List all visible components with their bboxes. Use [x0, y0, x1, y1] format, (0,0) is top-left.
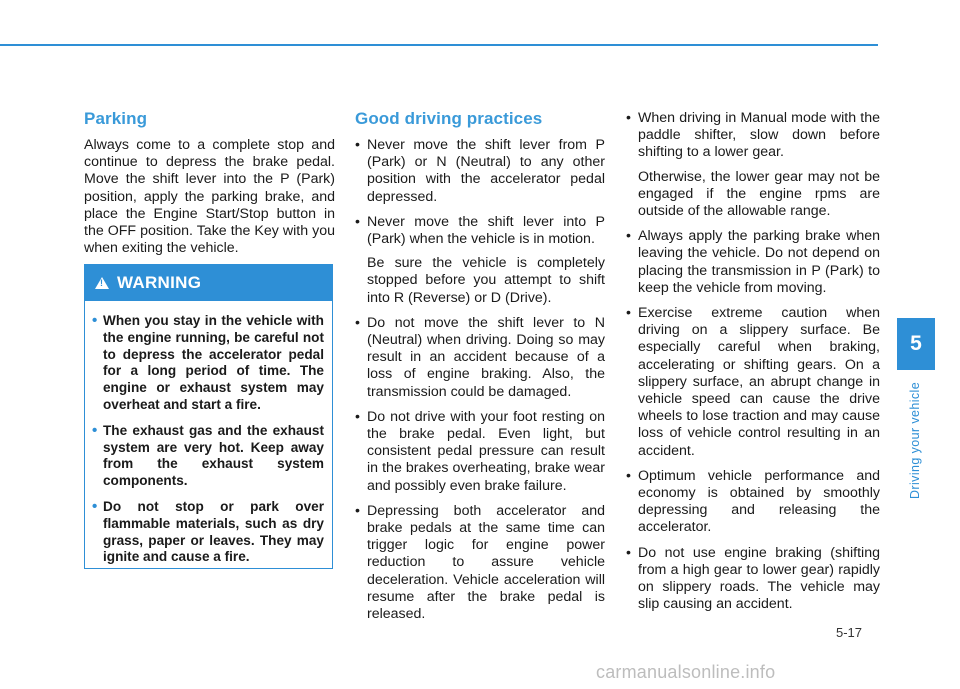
list-item: [355, 214, 605, 307]
warning-item: • The exhaust gas and the exhaust system are very hot. Keep away from the exhaust system components.: [103, 423, 324, 490]
column-good-driving: [355, 108, 605, 631]
item-text: • Do not use engine braking (shifting from a high gear to lower gear) rapidly on slippery roads. The vehicle may slip causing an accident.: [638, 544, 880, 613]
list-item: [355, 137, 605, 206]
section-heading-good-driving: Good driving practices: [355, 109, 543, 128]
page-number: 5-17: [836, 625, 863, 640]
list-item: [355, 409, 605, 495]
parking-paragraph: Always come to a complete stop and continue to depress the brake pedal. Move the shift lever into the P (Park) position, apply the parking brake, and place the Engine Start/Stop button in the OFF position. Take the Key with you when exiting the vehicle.: [84, 137, 335, 257]
list-item: [626, 228, 880, 297]
item-text: • Depressing both accelerator and brake pedals at the same time can trigger logic for engine power reduction to assure vehicle deceleration. Vehicle acceleration will resume after the brake pedal is released.: [367, 502, 605, 623]
item-text: • Do not drive with your foot resting on the brake pedal. Even light, but consistent pedal pressure can result in the brakes overheating, brake wear and possibly even brake failure.: [367, 408, 605, 494]
item-subtext: Be sure the vehicle is completely stopped before you attempt to shift into R (Reverse) or D (Drive).: [367, 255, 605, 306]
item-text: • Optimum vehicle performance and economy is obtained by smoothly depressing and releasing the accelerator.: [638, 467, 880, 536]
chapter-number-tab: 5: [897, 318, 935, 370]
list-item: [355, 503, 605, 623]
item-text: • Do not move the shift lever to N (Neutral) when driving. Doing so may result in an accident because of a loss of engine braking. Also, the transmission could be damaged.: [367, 314, 605, 400]
section-heading-parking: Parking: [84, 109, 148, 128]
list-item: [355, 315, 605, 401]
warning-title: WARNING: [117, 273, 202, 292]
item-text: • When driving in Manual mode with the paddle shifter, slow down before shifting to a lower gear.: [638, 110, 880, 161]
warning-list: [85, 301, 332, 566]
driving-tips-list: [626, 110, 880, 613]
warning-box: [84, 264, 333, 569]
item-text: • Never move the shift lever from P (Park) or N (Neutral) to any other position with the accelerator pedal depressed.: [367, 137, 605, 205]
warning-item: • Do not stop or park over flammable materials, such as dry grass, paper or leaves. They may ignite and cause a fire.: [103, 499, 324, 566]
list-item: [626, 545, 880, 614]
good-driving-list: [355, 137, 605, 623]
watermark: carmanualsonline.info: [596, 662, 776, 682]
header-rule: [0, 44, 878, 46]
warning-triangle-icon: !: [95, 277, 109, 289]
item-text: • Exercise extreme caution when driving on a slippery surface. Be especially careful when braking, accelerating or shifting gears. On a slippery surface, an abrupt change in vehicle speed can cause the drive wheels to lose traction and may cause loss of vehicle control resulting in an accident.: [638, 305, 880, 459]
item-subtext: Otherwise, the lower gear may not be engaged if the engine rpms are outside of the allowable range.: [638, 168, 880, 220]
warning-header: [85, 265, 332, 301]
list-item: [626, 110, 880, 220]
item-text: • Always apply the parking brake when leaving the vehicle. Do not depend on placing the transmission in P (Park) to keep the vehicle from moving.: [638, 228, 880, 296]
list-item: [626, 305, 880, 460]
warning-item: • When you stay in the vehicle with the engine running, be careful not to depress the accelerator pedal for a long period of time. The engine or exhaust system may overheat and start a fire.: [103, 313, 324, 414]
column-driving-tips: [626, 110, 880, 621]
list-item: [626, 468, 880, 537]
column-parking: [84, 108, 335, 257]
item-text: • Never move the shift lever into P (Park) when the vehicle is in motion.: [367, 213, 605, 248]
chapter-title: Driving your vehicle: [908, 381, 922, 499]
